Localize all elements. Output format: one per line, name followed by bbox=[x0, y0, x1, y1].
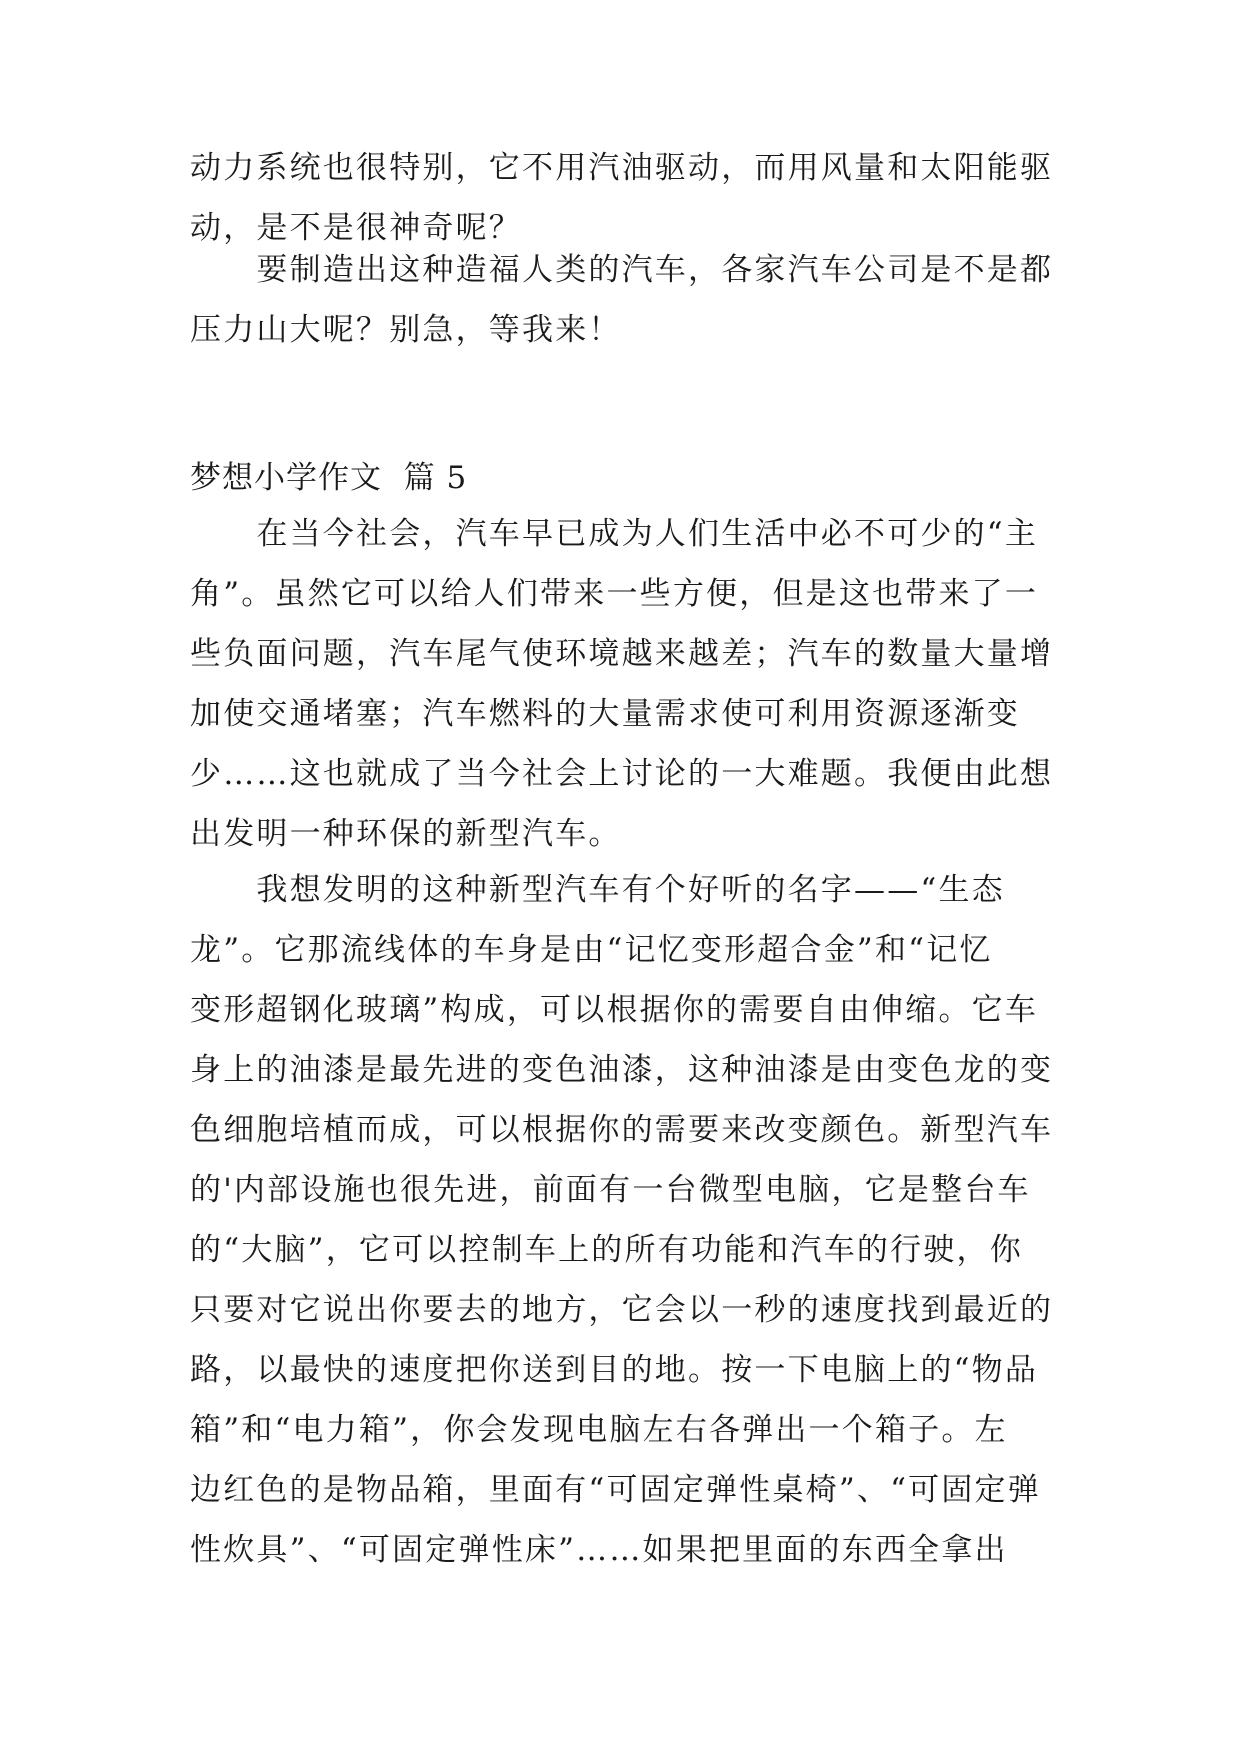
text-line: 动力系统也很特别，它不用汽油驱动，而用风量和太阳能驱 bbox=[190, 150, 1054, 186]
text-line: 色细胞培植而成，可以根据你的需要来改变颜色。新型汽车 bbox=[190, 1112, 1054, 1148]
text-line: 只要对它说出你要去的地方，它会以一秒的速度找到最近的 bbox=[190, 1292, 1054, 1328]
closing-paragraph bbox=[190, 240, 1053, 360]
text-line: 性炊具”、“可固定弹性床”……如果把里面的东西全拿出 bbox=[190, 1532, 1008, 1568]
text-line: 龙”。它那流线体的车身是由“记忆变形超合金”和“记忆 bbox=[190, 932, 993, 968]
text-line: 少……这也就成了当今社会上讨论的一大难题。我便由此想 bbox=[190, 756, 1054, 792]
text-line: 些负面问题，汽车尾气使环境越来越差；汽车的数量大量增 bbox=[190, 636, 1054, 672]
text-line: 身上的油漆是最先进的变色油漆，这种油漆是由变色龙的变 bbox=[190, 1052, 1054, 1088]
text-line: 箱”和“电力箱”，你会发现电脑左右各弹出一个箱子。左 bbox=[190, 1412, 1008, 1448]
text-line: 角”。虽然它可以给人们带来一些方便，但是这也带来了一 bbox=[190, 576, 1039, 612]
heading-text: 梦想小学作文 篇 5 bbox=[190, 460, 468, 496]
text-line: 压力山大呢？别急，等我来！ bbox=[190, 312, 622, 348]
section-heading bbox=[190, 448, 1053, 508]
text-line: 变形超钢化玻璃”构成，可以根据你的需要自由伸缩。它车 bbox=[190, 992, 1039, 1028]
text-line: 路，以最快的速度把你送到目的地。按一下电脑上的“物品 bbox=[190, 1352, 1039, 1388]
text-line: 的'内部设施也很先进，前面有一台微型电脑，它是整台车 bbox=[190, 1172, 1031, 1208]
text-line: 在当今社会，汽车早已成为人们生活中必不可少的“主 bbox=[190, 516, 1039, 552]
text-line: 的“大脑”，它可以控制车上的所有功能和汽车的行驶，你 bbox=[190, 1232, 1023, 1268]
text-line: 出发明一种环保的新型汽车。 bbox=[190, 816, 622, 852]
text-line: 我想发明的这种新型汽车有个好听的名字——“生态 bbox=[190, 872, 1005, 908]
text-line: 边红色的是物品箱，里面有“可固定弹性桌椅”、“可固定弹 bbox=[190, 1472, 1041, 1508]
paragraph-2 bbox=[190, 860, 1053, 1580]
text-line: 要制造出这种造福人类的汽车，各家汽车公司是不是都 bbox=[190, 252, 1054, 288]
text-line: 动，是不是很神奇呢？ bbox=[190, 210, 522, 246]
text-line: 加使交通堵塞；汽车燃料的大量需求使可利用资源逐渐变 bbox=[190, 696, 1020, 732]
paragraph-1 bbox=[190, 504, 1053, 864]
